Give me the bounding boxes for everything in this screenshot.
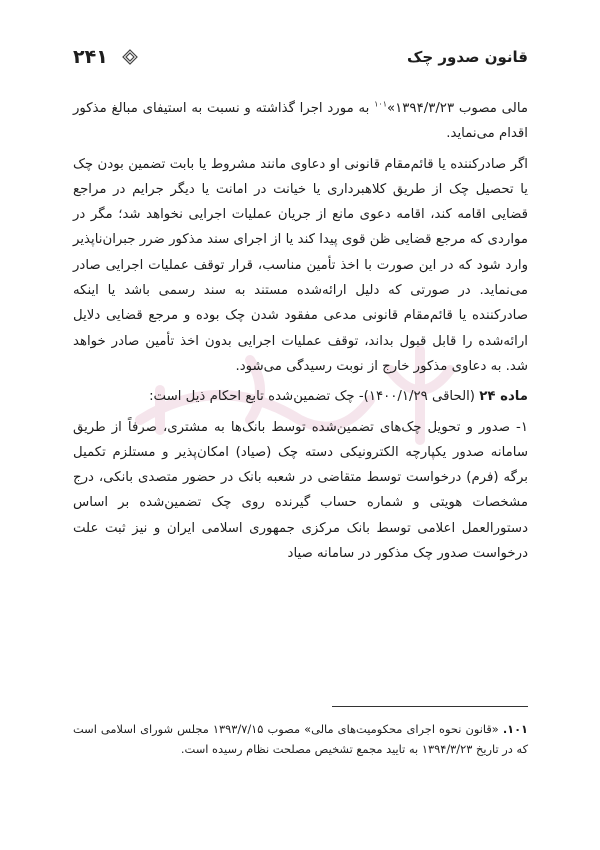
running-title: قانون صدور چک <box>406 48 528 66</box>
footnote <box>73 719 528 759</box>
paragraph-1-rest: به مورد اجرا گذاشته و نسبت به استیفای مبالغ مذکور اقدام می‌نماید. <box>73 101 528 142</box>
footnote-reference[interactable]: ۱۰۱ <box>374 99 387 109</box>
body-text <box>73 96 528 571</box>
article-24-heading <box>73 384 528 409</box>
paragraph-2: اگر صادرکننده یا قائم‌مقام قانونی او دعاوی مانند مشروط یا بابت تضمین بودن چک یا تحصیل چک از طریق کلاهبرداری یا خیانت در امانت یا دیگر جرایم در مراجع قضایی اقامه کند، اقامه دعوی مانع از جریان عملیات اجرایی نخواهد شد؛ مگر در مواردی که مرجع قضایی ظن قوی پیدا کند یا از اجرای سند مذکور ضرر جبران‌ناپذیر وارد شود که در این صورت با اخذ تأمین مناسب، قرار توقف عملیات اجرایی صادر می‌نماید. در صورتی که دلیل ارائه‌شده مستند به سند رسمی باشد یا اینکه صادرکننده یا قائم‌مقام قانونی مدعی مفقود شدن چک بوده و مرجع قضایی دلایل ارائه‌شده را قابل قبول بداند، توقف عملیات اجرایی بدون اخذ تأمین صادر خواهد شد. به دعاوی مذکور خارج از نوبت رسیدگی می‌شود. <box>73 156 528 374</box>
article-intro: (الحاقی ۱۴۰۰/۱/۲۹)- چک تضمین‌شده تابع احکام ذیل است: <box>149 389 480 405</box>
page-number: ۲۴۱ <box>73 46 108 68</box>
header-number-group <box>73 46 138 68</box>
page-header <box>73 42 528 72</box>
footnote-text: «قانون نحوه اجرای محکومیت‌های مالی» مصوب ۱۳۹۳/۷/۱۵ مجلس شورای اسلامی است که در تاریخ ۱۳۹۴/۳/۲۳ به تایید مجمع تشخیص مصلحت نظام رسیده است. <box>73 722 528 756</box>
footnote-divider <box>332 706 528 707</box>
paragraph-continuation <box>73 96 528 147</box>
article-title: ماده ۲۴ <box>479 389 528 405</box>
paragraph-1-start: مالی مصوب ۱۳۹۴/۳/۲۳» <box>387 101 528 116</box>
footnote-number: ۱۰۱. <box>502 722 529 736</box>
article-item-1: ۱- صدور و تحویل چک‌های تضمین‌شده توسط بانک‌ها به مشتری، صرفاً از طریق سامانه صدور یکپارچه الکترونیکی دسته چک (صیاد) امکان‌پذیر و مستلزم تکمیل برگه (فرم) درخواست توسط متقاضی در شعبه بانک در حضور متصدی بانکی، درج مشخصات هویتی و شماره حساب گیرنده روی چک تضمین‌شده بر اساس دستورالعمل اعلامی توسط بانک مرکزی جمهوری اسلامی ایران و نیز ثبت علت درخواست صدور چک مذکور در سامانه صیاد <box>73 419 528 562</box>
diamond-ornament-icon <box>122 49 138 65</box>
